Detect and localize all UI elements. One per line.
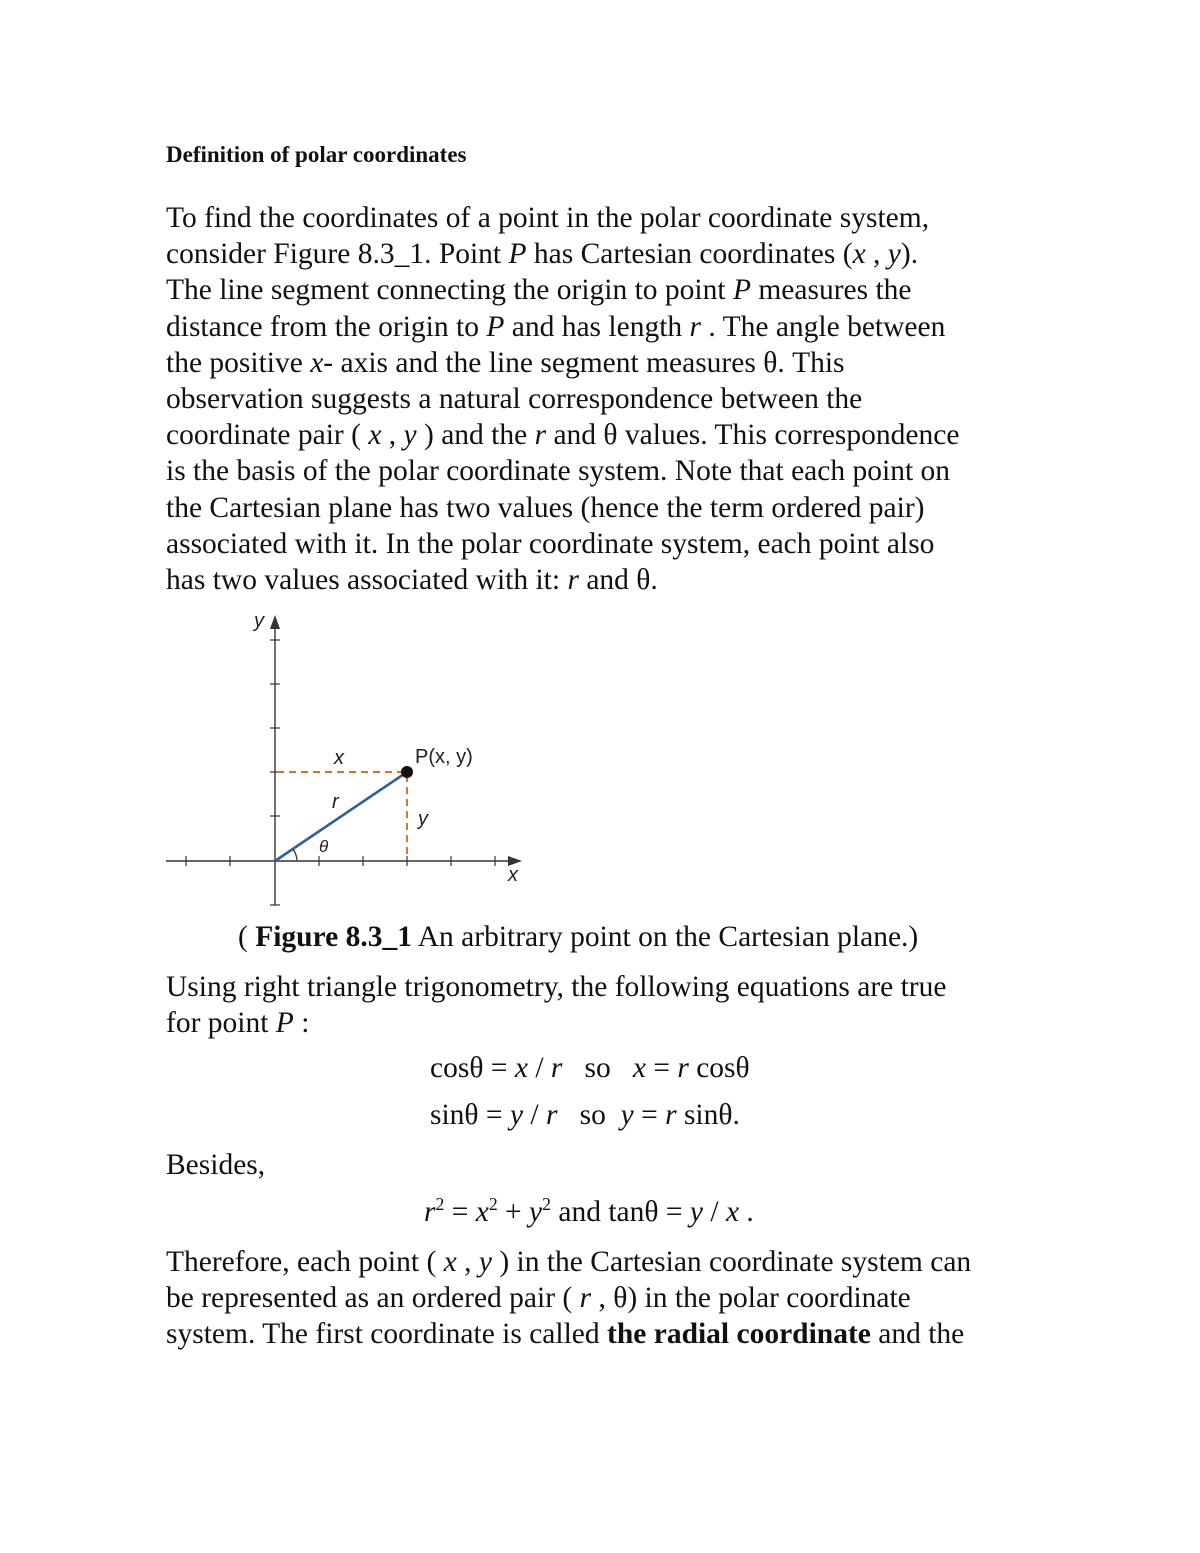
var-p: P: [732, 274, 751, 307]
point-p-marker: [401, 766, 413, 778]
text-line: Using right triangle trigonometry, the following equations are true: [166, 971, 947, 1003]
var-p: P: [486, 310, 505, 343]
text-line: consider Figure 8.3_1. Point P has Cartesian coordinates (x , y).: [166, 238, 919, 271]
var-x: x: [310, 346, 324, 379]
var-p: P: [275, 1007, 294, 1040]
text-line: distance from the origin to P and has length r . The angle between: [166, 310, 946, 343]
text-line: for point P :: [166, 1007, 310, 1040]
var-y: y: [403, 419, 417, 452]
angle-arc: [293, 849, 297, 861]
segment-x-label: x: [334, 747, 344, 769]
section-heading: Definition of polar coordinates: [166, 142, 467, 167]
text-line: Therefore, each point ( x , y ) in the Cartesian coordinate system can: [166, 1246, 972, 1278]
figure-caption: ( Figure 8.3_1 An arbitrary point on the Cartesian plane.): [238, 921, 919, 953]
angle-theta-label: θ: [319, 837, 329, 856]
y-axis-arrow-icon: [270, 615, 280, 629]
axis-y-label: y: [254, 610, 264, 632]
var-y: y: [887, 238, 901, 271]
paragraph-intro: [166, 200, 1036, 598]
besides-text: Besides,: [166, 1149, 266, 1181]
text-line: the positive x- axis and the line segment measures θ. This: [166, 346, 845, 379]
equation-sin: sinθ = y / r so y = r sinθ.: [430, 1099, 740, 1131]
var-r: r: [689, 310, 701, 343]
text-line: To find the coordinates of a point in the polar coordinate system,: [166, 202, 930, 234]
text-line: be represented as an ordered pair ( r , θ) in the polar coordinate: [166, 1282, 911, 1315]
text-line: system. The first coordinate is called the radial coordinate and the: [166, 1318, 965, 1351]
axis-x-label: x: [508, 864, 518, 886]
text-line: The line segment connecting the origin to point P measures the: [166, 274, 912, 307]
var-p: P: [508, 238, 527, 271]
paragraph-trig: [166, 969, 1036, 1041]
figure-cartesian-point: [160, 605, 540, 920]
term-radial-coordinate: the radial coordinate: [607, 1318, 871, 1351]
segment-r-label: r: [332, 791, 339, 813]
equation-cos: cosθ = x / r so x = r cosθ: [430, 1052, 750, 1084]
point-p-label: P(x, y): [415, 746, 473, 768]
paragraph-conclusion: [166, 1244, 1036, 1353]
var-x: x: [368, 419, 382, 452]
var-r: r: [534, 419, 547, 452]
text-line: associated with it. In the polar coordinate system, each point also: [166, 527, 935, 560]
radius-segment: [275, 772, 407, 861]
equation-radius-tan: $r^2 = x^2 + y^2$ and tanθ = y / x .: [424, 1194, 754, 1228]
var-x: x: [852, 238, 866, 271]
var-r: r: [567, 564, 579, 597]
text-line: has two values associated with it: r and θ.: [166, 564, 658, 597]
text-line: coordinate pair ( x , y ) and the r and θ values. This correspondence: [166, 419, 960, 452]
segment-y-label: y: [418, 808, 428, 830]
text-line: observation suggests a natural correspondence between the: [166, 383, 863, 416]
text-line: the Cartesian plane has two values (hence the term ordered pair): [166, 491, 925, 524]
text-line: is the basis of the polar coordinate system. Note that each point on: [166, 455, 951, 488]
